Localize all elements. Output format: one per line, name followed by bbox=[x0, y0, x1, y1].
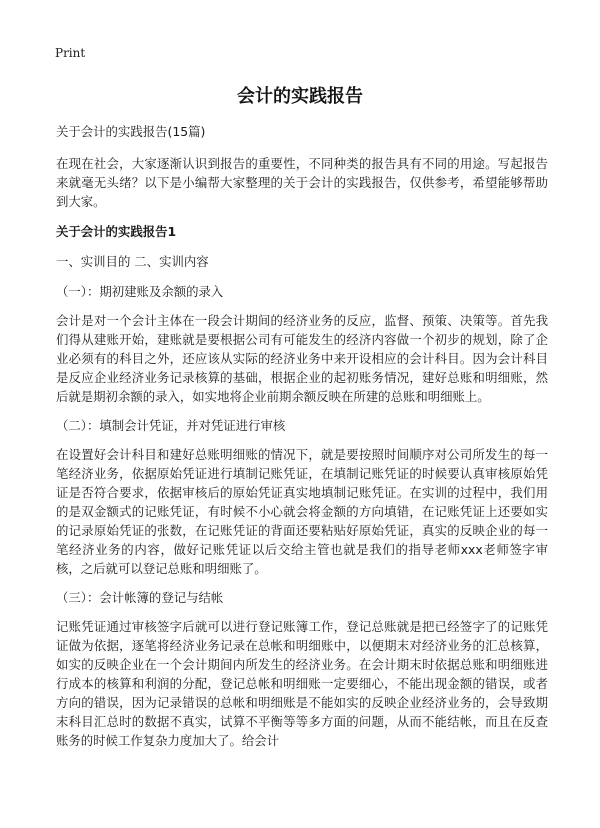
print-link[interactable]: Print bbox=[55, 46, 86, 60]
intro-paragraph: 在现在社会，大家逐渐认识到报告的重要性，不同种类的报告具有不同的用途。写起报告来就毫无头绪？以下是小编帮大家整理的关于会计的实践报告，仅供参考，希望能够帮助到大家。 bbox=[56, 156, 548, 209]
document-subtitle: 关于会计的实践报告(15篇) bbox=[56, 124, 206, 139]
item-body-3: 记账凭证通过审核签字后就可以进行登记账簿工作，登记总账就是把已经签字了的记账凭证做为依据，逐笔将经济业务记录在总帐和明细账中，以便期末对经济业务的汇总核算，如实的反映企业在一个会计期间内所发生的经济业务。在会计期末时依据总账和明细账进行成本的核算和利润的分配，登记总帐和明细账一定要细心，不能出现金额的错误，或者方向的错误，因为记录错误的总帐和明细账是不能如实的反映企业经济业务的，会导致期末科目汇总时的数据不真实，试算不平衡等等多方面的问题，从而不能结帐，而且在反查账务的时候工作复杂力度加大了。给会计 bbox=[56, 619, 548, 748]
section-line: 一、实训目的 二、实训内容 bbox=[56, 254, 209, 269]
document-body bbox=[56, 122, 548, 760]
item-heading-2: （二）：填制会计凭证，并对凭证进行审核 bbox=[56, 418, 286, 433]
item-body-1: 会计是对一个会计主体在一段会计期间的经济业务的反应，监督、预策、决策等。首先我们得从建账开始，建账就是要根据公司有可能发生的经济内容做一个初步的规划，除了企业必须有的科目之外，还应该从实际的经济业务中来开设相应的会计科目。因为会计科目是反应企业经济业务记录核算的基础，根据企业的起初账务情况，建好总账和明细账，然后就是期初余额的录入，如实地将企业前期余额反映在所建的总账和明细账上。 bbox=[56, 313, 548, 404]
report-heading: 关于会计的实践报告1 bbox=[56, 224, 177, 239]
item-heading-3: （三）：会计帐簿的登记与结帐 bbox=[56, 590, 224, 605]
page-title: 会计的实践报告 bbox=[237, 86, 363, 107]
item-heading-1: （一）：期初建账及余额的录入 bbox=[56, 284, 224, 299]
item-body-2: 在设置好会计科目和建好总账明细账的情况下，就是要按照时间顺序对公司所发生的每一笔经济业务，依据原始凭证进行填制记账凭证，在填制记账凭证的时候要认真审核原始凭证是否符合要求，依据审核后的原始凭证真实地填制记账凭证。在实训的过程中，我们用的是双金额式的记账凭证，有时候不小心就会将金额的方向填错，在记账凭证上还要如实的记录原始凭证的张数，在记账凭证的背面还要粘贴好原始凭证，真实的反映企业的每一笔经济业务的内容，做好记账凭证以后交给主管也就是我们的指导老师xxx老师签字审核，之后就可以登记总账和明细账了。 bbox=[56, 447, 548, 576]
